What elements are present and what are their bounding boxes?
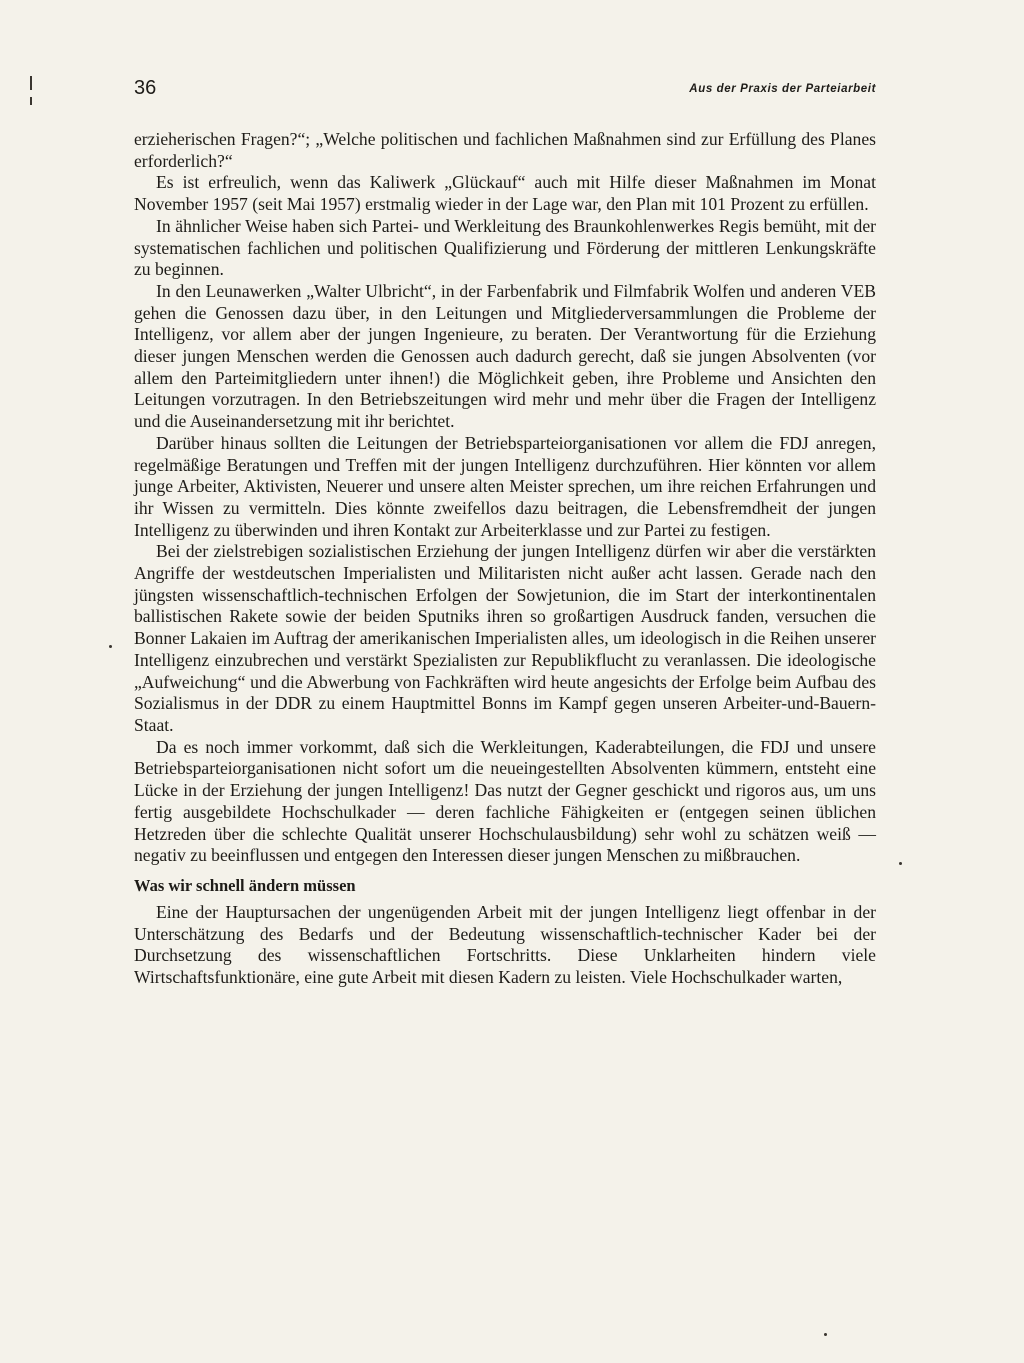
margin-mark xyxy=(30,76,32,90)
paragraph: In den Leunawerken „Walter Ulbricht“, in der Farbenfabrik und Filmfabrik Wolfen und anderen VEB gehen die Genossen dazu über, in den Leitungen und Mitgliederversammlungen die Probleme der Intelligenz, vor allem aber der jungen Ingenieure, zu beraten. Der Verantwortung für die Erziehung dieser jungen Menschen werden die Genossen auch dadurch gerecht, daß sie jungen Absolventen (vor allem den Parteimitgliedern unter ihnen!) die Möglichkeit geben, ihre Probleme und Ansichten den Leitungen vorzutragen. In den Betriebszeitungen wird mehr und mehr über die Fragen der Intelligenz und die Auseinandersetzung mit ihr berichtet. xyxy=(134,280,876,432)
margin-dot xyxy=(899,862,902,865)
running-head: Aus der Praxis der Parteiarbeit xyxy=(689,83,876,95)
margin-mark xyxy=(30,97,32,105)
paragraph: Da es noch immer vorkommt, daß sich die Werkleitungen, Kaderabteilungen, die FDJ und unsere Betriebsparteiorganisationen nicht sofort um die neueingestellten Absolventen kümmern, entsteht eine Lücke in der Erziehung der jungen Intelligenz! Das nutzt der Gegner geschickt und rigoros aus, um uns fertig ausgebildete Hochschulkader — deren fachliche Fähigkeiten er (entgegen seinen üblichen Hetzreden über die schlechte Qualität unserer Hochschulausbildung) sehr wohl zu schätzen weiß — negativ zu beeinflussen und entgegen den Interessen dieser jungen Menschen zu mißbrauchen. xyxy=(134,736,876,866)
section-heading: Was wir schnell ändern müssen xyxy=(134,875,356,895)
paragraph: In ähnlicher Weise haben sich Partei- und Werkleitung des Braunkohlenwerkes Regis bemüht, mit der systematischen fachlichen und politischen Qualifizierung und Förderung der mittleren Lenkungskräfte zu beginnen. xyxy=(134,215,876,280)
paragraph: Es ist erfreulich, wenn das Kaliwerk „Glückauf“ auch mit Hilfe dieser Maßnahmen im Monat November 1957 (seit Mai 1957) erstmalig wieder in der Lage war, den Plan mit 101 Prozent zu erfüllen. xyxy=(134,172,876,215)
margin-dot xyxy=(109,645,112,648)
paragraph: erzieherischen Fragen?“; „Welche politischen und fachlichen Maßnahmen sind zur Erfüllung des Planes erforderlich?“ xyxy=(134,129,876,171)
body-text xyxy=(134,129,876,989)
page-number: 36 xyxy=(134,77,157,99)
page-header xyxy=(134,76,876,102)
paragraph: Eine der Hauptursachen der ungenügenden Arbeit mit der jungen Intelligenz liegt offenbar in der Unterschätzung des Bedarfs und der Bedeutung wissenschaftlich-technischer Kader bei der Durchsetzung des wissenschaftlichen Fortschritts. Diese Unklarheiten hindern viele Wirtschaftsfunktionäre, eine gute Arbeit mit diesen Kadern zu leisten. Viele Hochschulkader warten, xyxy=(134,901,876,988)
paragraph: Bei der zielstrebigen sozialistischen Erziehung der jungen Intelligenz dürfen wir aber die verstärkten Angriffe der westdeutschen Imperialisten und Militaristen nicht außer acht lassen. Gerade nach den jüngsten wissenschaftlich-technischen Erfolgen der Sowjetunion, die im Start der interkontinentalen ballistischen Rakete sowie der beiden Sputniks ihren so großartigen Ausdruck fanden, versuchen die Bonner Lakaien im Auftrag der amerikanischen Imperialisten alles, um ideologisch in die Reihen unserer Intelligenz einzubrechen und verstärkt Spezialisten zur Republikflucht zu veranlassen. Die ideologische „Aufweichung“ und die Abwerbung von Fachkräften wird heute angesichts der Erfolge beim Aufbau des Sozialismus in der DDR zu einem Hauptmittel Bonns im Kampf gegen unseren Arbeiter-und-Bauern-Staat. xyxy=(134,541,876,735)
margin-dot xyxy=(824,1333,827,1336)
paragraph: Darüber hinaus sollten die Leitungen der Betriebsparteiorganisationen vor allem die FDJ anregen, regelmäßige Beratungen und Treffen mit der jungen Intelligenz durchzuführen. Hier könnten vor allem junge Arbeiter, Aktivisten, Neuerer und unsere alten Meister sprechen, um ihre reichen Erfahrungen und ihr Wissen zu vermitteln. Dies könnte zweifellos dazu beitragen, die Lebensfremdheit der jungen Intelligenz zu überwinden und ihren Kontakt zur Arbeiterklasse und zur Partei zu festigen. xyxy=(134,432,876,540)
